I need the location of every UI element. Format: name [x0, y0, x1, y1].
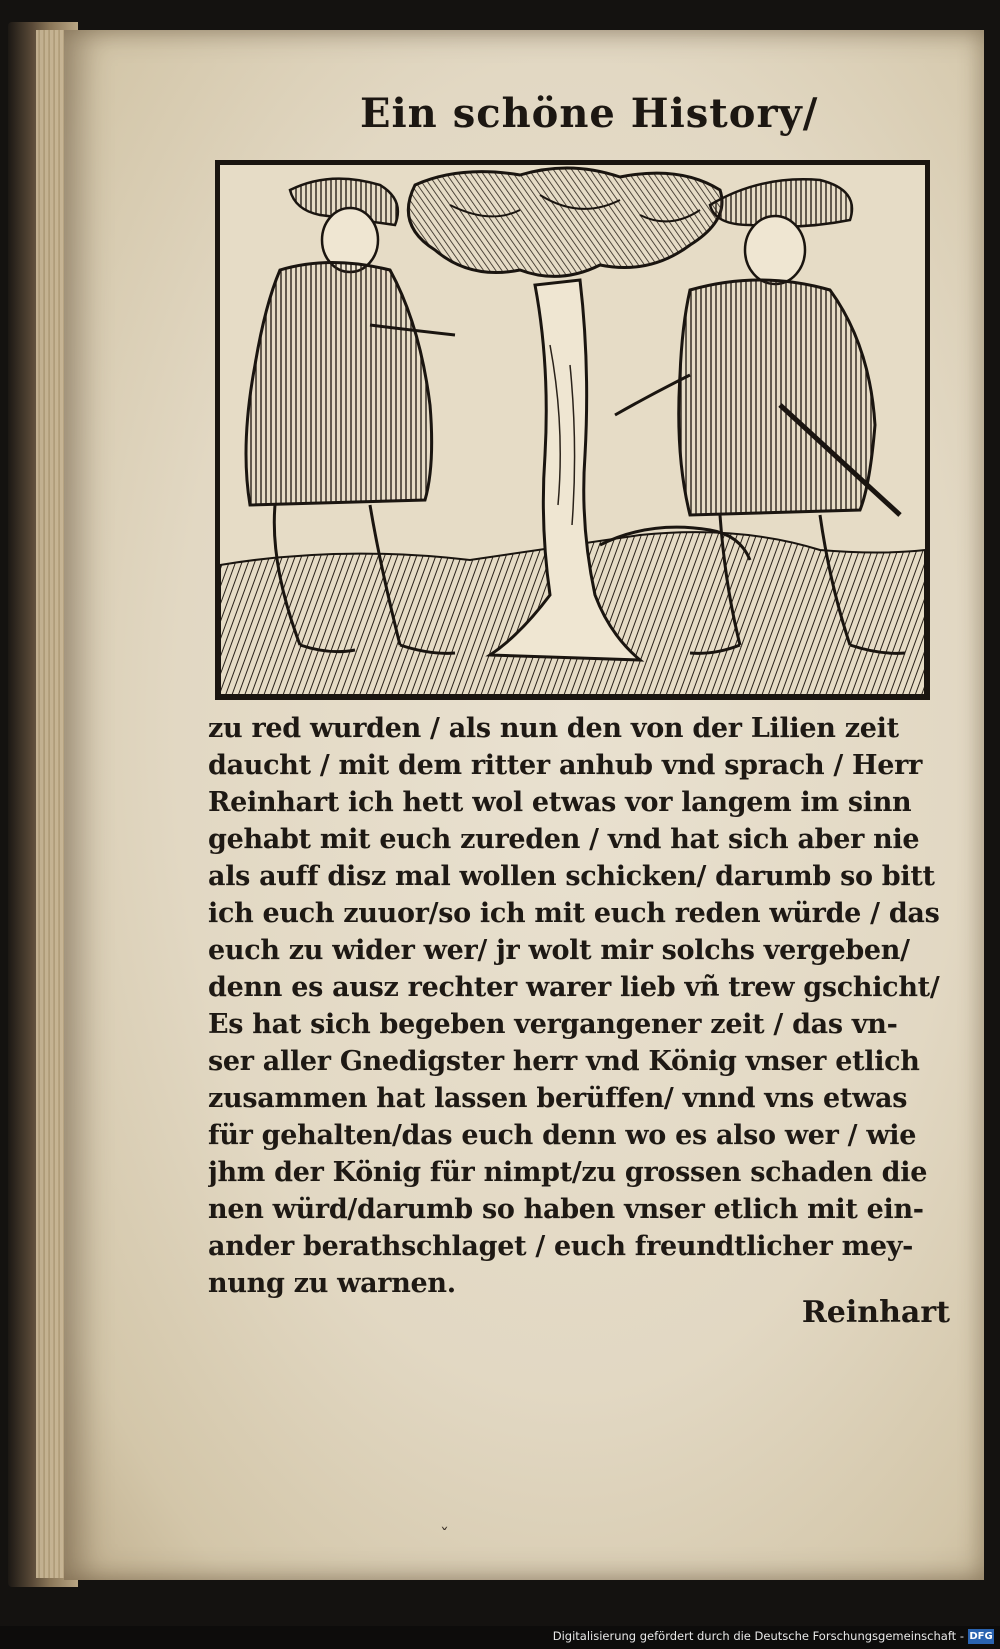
text-line: für gehalten/das euch denn wo es also wer / wie: [208, 1120, 917, 1151]
text-line: Es hat sich begeben vergangener zeit / das vn-: [208, 1009, 898, 1040]
text-line: als auff disz mal wollen schicken/ darumb so bitt: [208, 861, 935, 892]
footer-bar: [0, 1626, 1000, 1649]
dfg-logo-icon[interactable]: DFG: [969, 1631, 993, 1642]
text-line: denn es ausz rechter warer lieb vñ trew gschicht/: [208, 972, 940, 1003]
text-line: ich euch zuuor/so ich mit euch reden würde / das: [208, 898, 940, 929]
body-text: [208, 710, 948, 1302]
text-line: nung zu warnen.: [208, 1268, 456, 1299]
page-mark: ˇ: [440, 1525, 449, 1546]
text-line: Reinhart ich hett wol etwas vor langem im sinn: [208, 787, 912, 818]
catchword: Reinhart: [801, 1295, 950, 1330]
text-line: ander berathschlaget / euch freundtlicher mey-: [208, 1231, 914, 1262]
woodcut-illustration: [215, 160, 930, 700]
text-line: euch zu wider wer/ jr wolt mir solchs vergeben/: [208, 935, 910, 966]
funding-credit: Digitalisierung gefördert durch die Deutsche Forschungsgemeinschaft -: [552, 1629, 964, 1643]
page-stack: [36, 30, 66, 1578]
text-line: nen würd/darumb so haben vnser etlich mit ein-: [208, 1194, 924, 1225]
text-line: jhm der König für nimpt/zu grossen schaden die: [208, 1157, 928, 1188]
text-line: ser aller Gnedigster herr vnd König vnser etlich: [208, 1046, 920, 1077]
text-line: zusammen hat lassen berüffen/ vnnd vns etwas: [208, 1083, 908, 1114]
running-head: Ein schöne History/: [360, 90, 819, 137]
woodcut-drawing: [220, 165, 925, 695]
text-line: gehabt mit euch zureden / vnd hat sich aber nie: [208, 824, 920, 855]
text-line: zu red wurden / als nun den von der Lilien zeit: [208, 713, 899, 744]
text-line: daucht / mit dem ritter anhub vnd sprach / Herr: [208, 750, 922, 781]
